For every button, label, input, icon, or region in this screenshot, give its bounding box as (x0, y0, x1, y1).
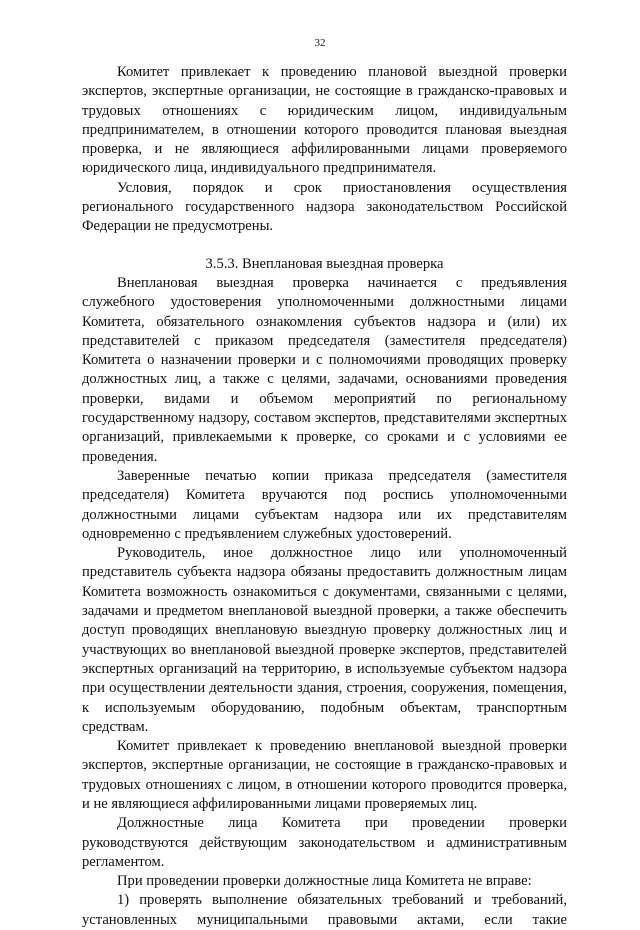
paragraph-guidance: Должностные лица Комитета при проведении проверки руководствуются действующим законодательством и административным регламентом. (82, 815, 567, 870)
paragraph-access-obligations: Руководитель, иное должностное лицо или уполномоченный представитель субъекта надзора обязаны предоставить должностным лицам Комитета возможность ознакомиться с документами, связанными с целями, задачами и предметом внеплановой выездной проверки, а также обеспечить доступ проводящих внеплановую выездную проверку должностных лиц и участвующих во внеплановой выездной проверке экспертов, представителей экспертных организаций на территорию, в используемые субъектом надзора при осуществлении деятельности здания, строения, сооружения, помещения, к используемым оборудованию, подобным объектам, транспортным средствам. (82, 545, 567, 735)
document-body (82, 63, 567, 930)
section-heading: 3.5.3. Внеплановая выездная проверка (205, 255, 444, 272)
paragraph-prohibition-item-1: 1) проверять выполнение обязательных требований и требований, установленных муниципальными правовыми актами, если такие (82, 892, 567, 928)
page-number: 32 (314, 37, 326, 49)
paragraph-unscheduled-inspection-experts: Комитет привлекает к проведению внеплановой выездной проверки экспертов, экспертные организации, не состоящие в гражданско-правовых и трудовых отношениях с лицом, в отношении которого проводится проверка, и не являющиеся аффилированными лицами проверяемых лиц. (82, 738, 567, 812)
paragraph-order-copies: Заверенные печатью копии приказа председателя (заместителя председателя) Комитета вручаются под роспись уполномоченными должностными лицами субъектам надзора или их представителям одновременно с предъявлением служебных удостоверений. (82, 467, 567, 542)
paragraph-unscheduled-inspection-start: Внеплановая выездная проверка начинается с предъявления служебного удостоверения уполномоченными должностными лицами Комитета, обязательного ознакомления субъектов надзора и (или) их представителей с приказом председателя (заместителя председателя) Комитета о назначении проверки и с полномочиями проводящих проверку должностных лиц, а также с целями, задачами, основаниями проведения проверки, видами и объемом мероприятий по региональному государственному надзору, составом экспертов, представителями экспертных организаций, привлекаемыми к проверке, со сроками и с условиями ее проведения. (82, 274, 567, 465)
paragraph-planned-inspection-experts: Комитет привлекает к проведению плановой выездной проверки экспертов, экспертные организации, не состоящие в гражданско-правовых и трудовых отношениях с юридическим лицом, индивидуальным предпринимателем, в отношении которого проводится плановая выездная проверка, и не являющиеся аффилированными лицами проверяемого юридического лица, индивидуального предпринимателя. (82, 64, 567, 177)
paragraph-prohibitions-intro: При проведении проверки должностные лица Комитета не вправе: (117, 873, 532, 890)
paragraph-suspension-conditions: Условия, порядок и срок приостановления осуществления регионального государственного надзора законодательством Российской Федерации не предусмотрены. (82, 179, 567, 235)
